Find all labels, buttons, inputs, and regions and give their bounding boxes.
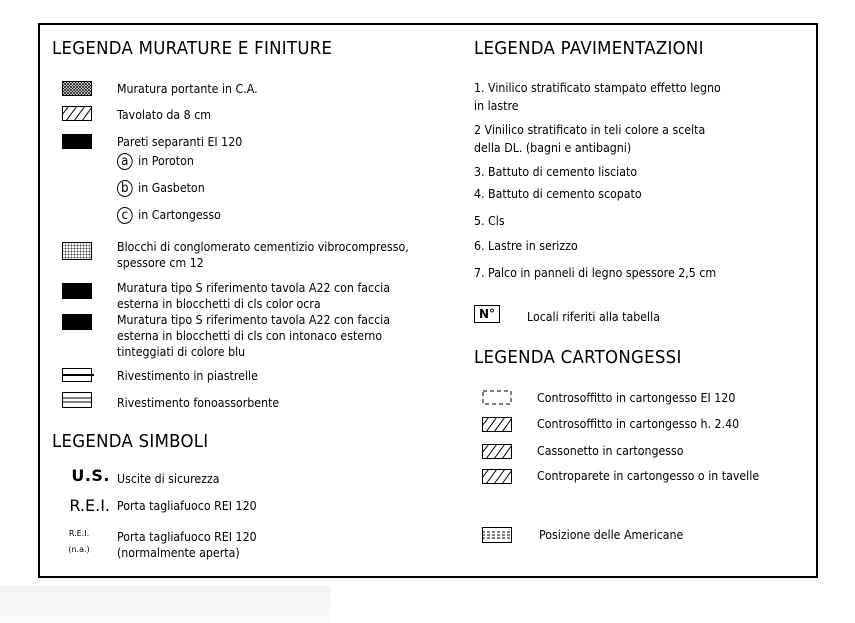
- solid-black-icon: [62, 283, 92, 299]
- badge-c: c: [117, 207, 133, 224]
- paper-shadow: [0, 586, 330, 623]
- simboli-item-label: (normalmente aperta): [117, 546, 240, 560]
- muratura-item-label: spessore cm 12: [117, 256, 204, 270]
- muratura-item-label: Tavolato da 8 cm: [117, 108, 212, 122]
- badge-item: [117, 153, 194, 170]
- dashed-lines-icon: [482, 527, 512, 543]
- double-line-icon: [62, 392, 92, 408]
- us-symbol: U.S.: [71, 466, 110, 485]
- simboli-title: LEGENDA SIMBOLI: [52, 431, 209, 452]
- muratura-item-label: Muratura portante in C.A.: [117, 82, 258, 96]
- diagonal-hatch-icon: [62, 106, 92, 121]
- muratura-item-label: Muratura tipo S riferimento tavola A22 con faccia: [117, 313, 390, 327]
- tile-line-icon: [62, 368, 94, 382]
- badge-item: [117, 207, 221, 224]
- simboli-item-label: Porta tagliafuoco REI 120: [117, 499, 257, 513]
- americane-label: Posizione delle Americane: [539, 528, 684, 542]
- badge-item-label: in Cartongesso: [138, 208, 221, 222]
- muratura-item-label: Rivestimento in piastrelle: [117, 369, 258, 383]
- grid-hatch-icon: [62, 242, 92, 260]
- cartongessi-item-label: Cassonetto in cartongesso: [537, 444, 684, 458]
- pavimentazioni-item: 6. Lastre in serizzo: [474, 239, 578, 253]
- pavimentazioni-title: LEGENDA PAVIMENTAZIONI: [474, 38, 704, 59]
- diagonal-hatch-icon: [482, 444, 512, 459]
- pavimentazioni-item: della DL. (bagni e antibagni): [474, 141, 632, 155]
- na-symbol: (n.a.): [68, 545, 90, 554]
- muratura-item-label: Rivestimento fonoassorbente: [117, 396, 280, 410]
- muratura-item-label: esterna in blocchetti di cls color ocra: [117, 297, 321, 311]
- rei-na-symbol: R.E.I.: [68, 529, 90, 538]
- pavimentazioni-item: 1. Vinilico stratificato stampato effetto legno: [474, 81, 721, 95]
- muratura-item-label: Pareti separanti EI 120: [117, 135, 243, 149]
- pavimentazioni-item: 5. Cls: [474, 214, 505, 228]
- solid-black-icon: [62, 314, 92, 330]
- muratura-item-label: esterna in blocchetti di cls con intonaco esterno: [117, 329, 383, 343]
- crosshatch-icon: [62, 81, 92, 96]
- diagonal-hatch-icon: [482, 469, 512, 484]
- muratura-item-label: tinteggiati di colore blu: [117, 345, 246, 359]
- pavimentazioni-item: 4. Battuto di cemento scopato: [474, 187, 642, 201]
- muratura-title: LEGENDA MURATURE E FINITURE: [52, 38, 333, 59]
- cartongessi-item-label: Controsoffitto in cartongesso h. 2.40: [537, 417, 740, 431]
- pavimentazioni-item: 2 Vinilico stratificato in teli colore a scelta: [474, 123, 706, 137]
- badge-item-label: in Poroton: [138, 154, 194, 168]
- diagonal-hatch-icon: [482, 417, 512, 432]
- dashed-box-icon: [482, 390, 512, 405]
- badge-b: b: [117, 180, 133, 197]
- rei-symbol: R.E.I.: [69, 496, 110, 515]
- simboli-item-label: Porta tagliafuoco REI 120: [117, 530, 257, 544]
- cartongessi-title: LEGENDA CARTONGESSI: [474, 347, 682, 368]
- pavimentazioni-item: 3. Battuto di cemento lisciato: [474, 165, 638, 179]
- locali-label: Locali riferiti alla tabella: [527, 310, 660, 324]
- solid-black-icon: [62, 134, 92, 149]
- muratura-item-label: Muratura tipo S riferimento tavola A22 con faccia: [117, 281, 390, 295]
- badge-item: [117, 180, 205, 197]
- locali-badge: N°: [474, 305, 500, 323]
- pavimentazioni-item: 7. Palco in panneli di legno spessore 2,5 cm: [474, 266, 717, 280]
- pavimentazioni-item: in lastre: [474, 99, 519, 113]
- cartongessi-item-label: Controparete in cartongesso o in tavelle: [537, 469, 760, 483]
- cartongessi-item-label: Controsoffitto in cartongesso EI 120: [537, 391, 736, 405]
- simboli-item-label: Uscite di sicurezza: [117, 472, 220, 486]
- badge-a: a: [117, 153, 133, 170]
- muratura-item-label: Blocchi di conglomerato cementizio vibrocompresso,: [117, 240, 409, 254]
- badge-item-label: in Gasbeton: [138, 181, 205, 195]
